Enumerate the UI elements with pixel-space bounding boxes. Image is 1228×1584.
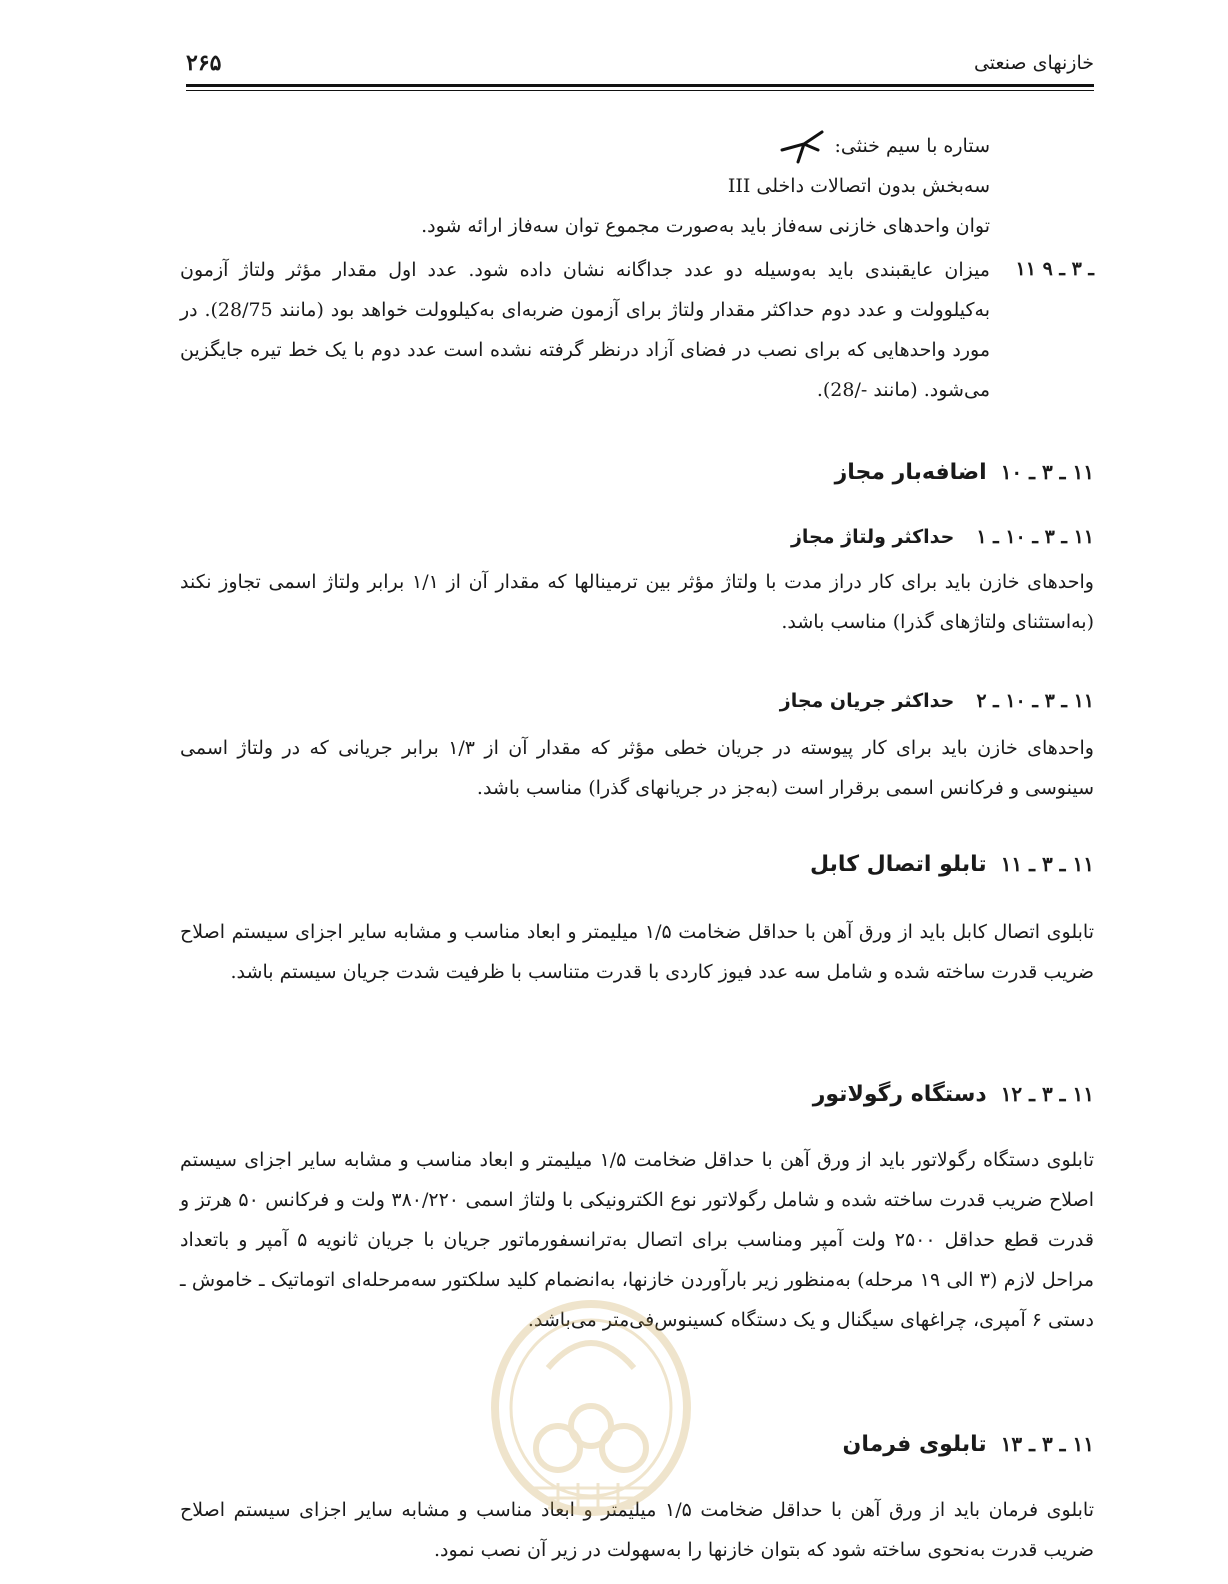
section-text [180, 912, 1094, 992]
paragraph: تابلوی اتصال کابل باید از ورق آهن با حداقل ضخامت ۱/۵ میلیمتر و ابعاد مناسب و مشابه سایر اجزای سیستم اصلاح ضریب قدرت ساخته شده و شامل سه عدد فیوز کاردی با قدرت متناسب با ظرفیت شدت جریان سیستم باشد. [180, 921, 1094, 983]
intro-block [180, 126, 990, 246]
header-rule [186, 84, 1094, 87]
page-number: ۲۶۵ [186, 50, 222, 76]
section-title: اضافه‌بار مجاز [834, 460, 987, 485]
header-rule-thin [186, 90, 1094, 91]
page-header [186, 44, 1094, 84]
section-number: ۱۱ ـ ۳ ـ ۱۲ [1000, 1082, 1094, 1106]
subsection-text [180, 562, 1094, 642]
section-heading [813, 1082, 1094, 1107]
paragraph: تابلوی فرمان باید از ورق آهن با حداقل ضخامت ۱/۵ میلیمتر و ابعاد مناسب و مشابه سایر اجزای سیستم اصلاح ضریب قدرت به‌نحوی ساخته شود که بتوان خازنها را به‌سهولت در زیر آن نصب نمود. [180, 1499, 1094, 1561]
item-text: میزان عایقبندی باید به‌وسیله دو عدد جداگانه نشان داده شود. عدد اول مقدار مؤثر ولتاژ آزمون به‌کیلوولت و عدد دوم حداکثر مقدار ولتاژ برای آزمون ضربه‌ای به‌کیلوولت خواهد بود (مانند 28/75). در مورد واحدهایی که برای نصب در فضای آزاد درنظر گرفته نشده است عدد دوم با یک خط تیره جایگزین می‌شود. (مانند -/28). [180, 259, 990, 401]
paragraph: واحدهای خازن باید برای کار دراز مدت با ولتاژ مؤثر بین ترمینالها که مقدار آن از ۱/۱ برابر ولتاژ اسمی تجاوز نکند (به‌استثنای ولتاژهای گذرا) مناسب باشد. [180, 571, 1094, 633]
subsection-text [180, 728, 1094, 808]
section-title: دستگاه رگولاتور [812, 1082, 987, 1107]
subsection-heading [780, 690, 1094, 712]
section-number: ۱۱ ـ ۳ ـ ۱۳ [1000, 1432, 1094, 1456]
star-neutral-symbol-icon [778, 128, 824, 164]
section-heading [810, 852, 1094, 877]
section-heading [835, 460, 1094, 485]
watermark-stamp-icon [488, 1298, 694, 1528]
subsection-number: ۱۱ ـ ۳ ـ ۱۰ ـ ۱ [976, 526, 1094, 548]
star-line [180, 126, 990, 166]
subsection-heading [791, 526, 1094, 548]
paragraph: واحدهای خازن باید برای کار پیوسته در جریان خطی مؤثر که مقدار آن از ۱/۳ برابر جریانی که در ولتاژ اسمی سینوسی و فرکانس اسمی برقرار است (به‌جز در جریانهای گذرا) مناسب باشد. [180, 737, 1094, 799]
subsection-title: حداکثر ولتاژ مجاز [790, 526, 955, 548]
subsection-title: حداکثر جریان مجاز [779, 690, 955, 712]
subsection-number: ۱۱ ـ ۳ ـ ۱۰ ـ ۲ [976, 690, 1094, 712]
section-number: ۱۱ ـ ۳ ـ ۱۱ [1000, 852, 1094, 876]
power-note: توان واحدهای خازنی سه‌فاز باید به‌صورت مجموع توان سه‌فاز ارائه شود. [421, 215, 990, 237]
section-heading [843, 1432, 1094, 1457]
three-part-line: سه‌بخش بدون اتصالات داخلی III [727, 175, 990, 197]
star-label: ستاره با سیم خنثی: [834, 135, 990, 157]
running-title: خازنهای صنعتی [973, 52, 1094, 74]
item-9-text [180, 250, 990, 410]
item-number: ۱۱ ـ ۳ ـ ۹ [1015, 258, 1094, 280]
section-title: تابلوی فرمان [842, 1432, 987, 1457]
section-title: تابلو اتصال کابل [810, 852, 987, 877]
section-number: ۱۱ ـ ۳ ـ ۱۰ [1000, 460, 1094, 484]
paragraph: تابلوی دستگاه رگولاتور باید از ورق آهن با حداقل ضخامت ۱/۵ میلیمتر و ابعاد مناسب و مشابه سایر اجزای سیستم اصلاح ضریب قدرت ساخته شده و شامل رگولاتور نوع الکترونیکی با ولتاژ اسمی ۳۸۰/۲۲۰ ولت و فرکانس ۵۰ هرتز و قدرت قطع حداقل ۲۵۰۰ ولت آمپر ومناسب برای اتصال به‌ترانسفورماتور جریان با جریان ثانویه ۵ آمپر و باتعداد مراحل لازم (۳ الی ۱۹ مرحله) به‌منظور زیر بارآوردن خازنها، به‌انضمام کلید سلکتور سه‌مرحله‌ای اتوماتیک ـ خاموش ـ دستی ۶ آمپری، چراغهای سیگنال و یک دستگاه کسینوس‌فی‌متر می‌باشد. [180, 1149, 1094, 1331]
